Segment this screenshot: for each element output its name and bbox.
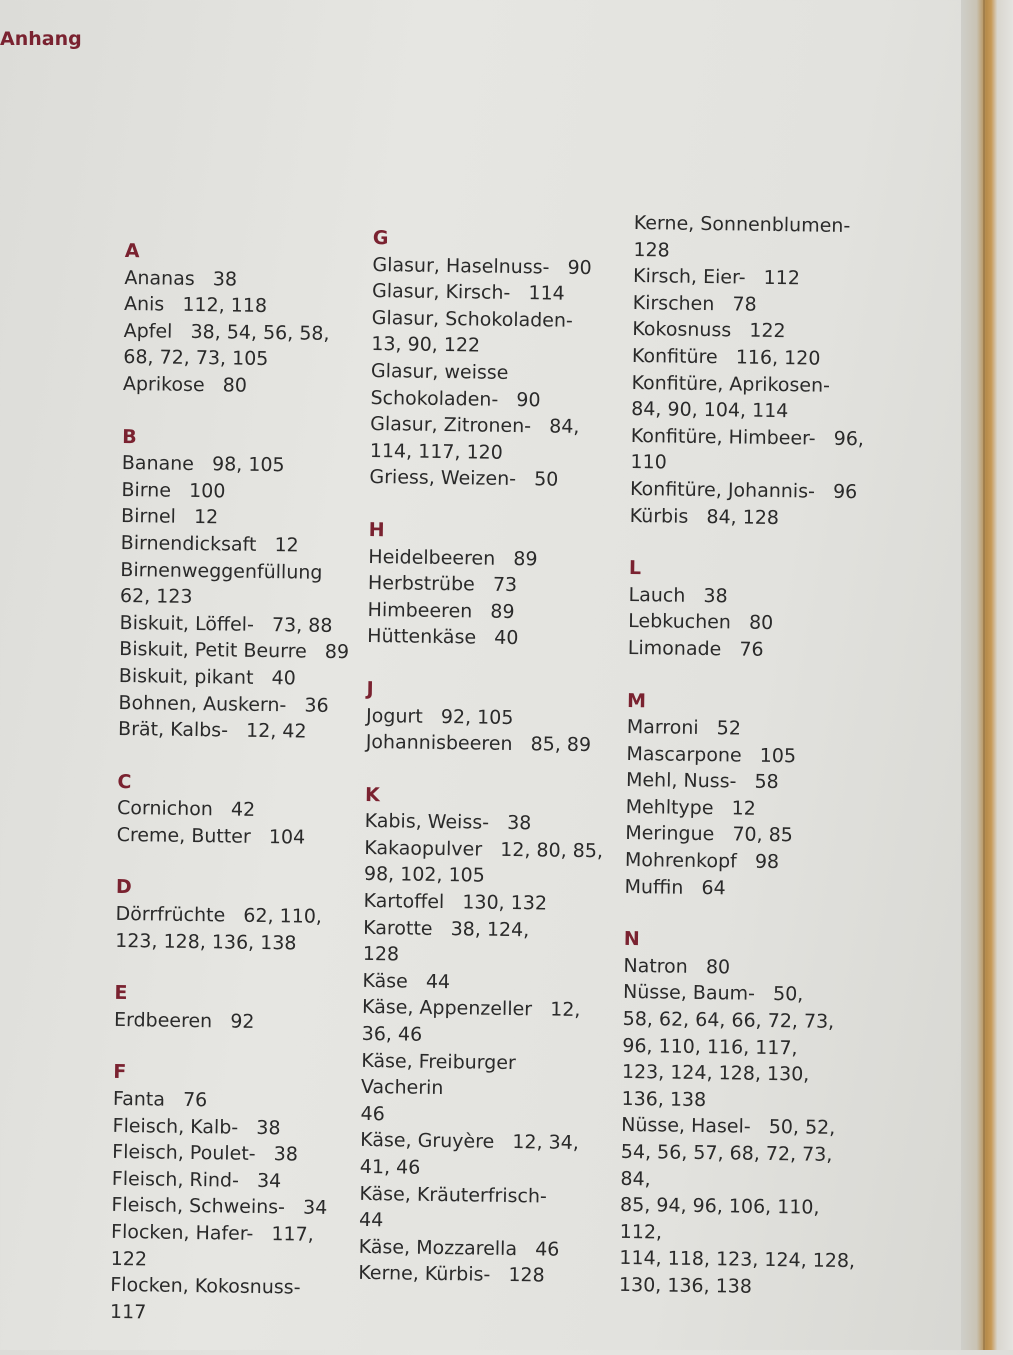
section-letter: F bbox=[113, 1061, 127, 1084]
index-entry: 110 bbox=[630, 451, 667, 474]
index-entry: Kabis, Weiss- 38 bbox=[364, 810, 532, 835]
index-entry: Birnendicksaft 12 bbox=[120, 531, 299, 557]
index-entry: Meringue 70, 85 bbox=[625, 822, 793, 847]
index-entry: Aprikose 80 bbox=[122, 372, 248, 397]
index-entry: Käse, Appenzeller 12, bbox=[361, 996, 581, 1022]
section-letter: H bbox=[368, 518, 385, 542]
index-entry: Glasur, Zitronen- 84, bbox=[370, 413, 580, 439]
index-entry: Anis 112, 118 bbox=[123, 293, 268, 318]
index-entry: 44 bbox=[358, 1209, 384, 1232]
index-entry: Mohrenkopf 98 bbox=[624, 849, 780, 874]
index-section bbox=[369, 225, 613, 494]
index-entry: Birnenweggenfüllung bbox=[120, 558, 323, 584]
index-entry: Kürbis 84, 128 bbox=[629, 504, 780, 529]
index-column-3 bbox=[618, 210, 874, 1328]
section-letter: L bbox=[628, 557, 642, 580]
index-entry: Fleisch, Rind- 34 bbox=[111, 1167, 282, 1193]
section-letter: J bbox=[366, 677, 374, 700]
index-entry: Schokoladen- 90 bbox=[370, 386, 541, 411]
index-entry: Himbeeren 89 bbox=[367, 598, 515, 623]
index-entry: 85, 94, 96, 106, 110, 112, bbox=[619, 1194, 826, 1244]
index-entry: Konfitüre, Aprikosen- bbox=[631, 371, 831, 397]
index-entry: 36, 46 bbox=[361, 1022, 423, 1046]
index-entry: Ananas 38 bbox=[124, 266, 238, 291]
index-entry: Hüttenkäse 40 bbox=[367, 625, 519, 650]
section-letter: B bbox=[122, 425, 137, 448]
index-entry: Fleisch, Schweins- 34 bbox=[111, 1194, 328, 1220]
index-entry: 136, 138 bbox=[621, 1087, 707, 1111]
index-entry: Lebkuchen 80 bbox=[628, 610, 774, 635]
index-entry: 123, 124, 128, 130, bbox=[621, 1061, 810, 1086]
index-section bbox=[630, 210, 874, 532]
index-section bbox=[114, 980, 355, 1037]
index-entry: Glasur, Schokoladen- bbox=[371, 306, 574, 332]
index-entry: Limonade 76 bbox=[627, 636, 764, 661]
index-entry: 98, 102, 105 bbox=[363, 863, 485, 888]
index-entry: 41, 46 bbox=[359, 1155, 421, 1179]
index-entry: Bohnen, Auskern- 36 bbox=[118, 691, 329, 717]
index-entry: Nüsse, Baum- 50, bbox=[622, 981, 804, 1006]
index-entry: Konfitüre, Himbeer- 96, bbox=[630, 424, 865, 450]
index-entry: Konfitüre 116, 120 bbox=[631, 344, 821, 370]
index-entry: 84, 90, 104, 114 bbox=[631, 398, 789, 423]
index-entry: Käse, Gruyère 12, 34, bbox=[360, 1129, 579, 1155]
index-entry: Dörrfrüchte 62, 110, bbox=[115, 902, 323, 928]
index-entry: Käse 44 bbox=[362, 969, 451, 993]
index-entry: Biskuit, Löffel- 73, 88 bbox=[119, 611, 333, 637]
index-entry: Käse, Kräuterfrisch- bbox=[359, 1182, 547, 1208]
index-entry: 123, 128, 136, 138 bbox=[115, 929, 297, 955]
index-entry: 68, 72, 73, 105 bbox=[123, 346, 269, 371]
index-entry: Käse, Mozzarella 46 bbox=[358, 1235, 560, 1261]
index-entry: Mascarpone 105 bbox=[626, 742, 797, 768]
page-header: Anhang bbox=[0, 28, 82, 50]
index-entry: Banane 98, 105 bbox=[121, 452, 285, 477]
index-section bbox=[123, 238, 365, 401]
section-letter: G bbox=[372, 226, 389, 250]
index-entry: Muffin 64 bbox=[624, 875, 726, 900]
index-section bbox=[366, 676, 607, 759]
index-entry: Marroni 52 bbox=[626, 716, 742, 740]
index-entry: Griess, Weizen- 50 bbox=[369, 466, 559, 491]
index-entry: Karotte 38, 124, bbox=[363, 916, 530, 941]
index-entry: Glasur, Haselnuss- 90 bbox=[372, 253, 592, 279]
section-letter: M bbox=[626, 689, 647, 712]
index-entry: Glasur, weisse bbox=[370, 359, 509, 384]
index-column-1 bbox=[109, 238, 365, 1355]
index-section bbox=[118, 424, 362, 746]
index-entry: 128 bbox=[633, 238, 670, 262]
index-entry: Kirschen 78 bbox=[632, 291, 757, 316]
index-section bbox=[358, 782, 605, 1291]
index-entry: Konfitüre, Johannis- 96 bbox=[629, 477, 858, 504]
index-entry: Fleisch, Kalb- 38 bbox=[112, 1114, 281, 1139]
index-entry: Kakaopulver 12, 80, 85, bbox=[364, 836, 604, 863]
index-entry: Mehltype 12 bbox=[625, 795, 756, 820]
index-entry: Lauch 38 bbox=[628, 583, 728, 608]
index-section bbox=[628, 555, 869, 665]
index-entry: Kerne, Sonnenblumen- bbox=[633, 211, 851, 238]
index-section bbox=[619, 926, 864, 1302]
index-section bbox=[624, 687, 867, 903]
section-letter: N bbox=[623, 928, 640, 951]
index-entry: Herbstrübe 73 bbox=[367, 572, 518, 597]
index-entry: Creme, Butter 104 bbox=[116, 823, 306, 849]
index-entry: Jogurt 92, 105 bbox=[365, 704, 514, 729]
index-section bbox=[115, 874, 356, 957]
section-letter: D bbox=[115, 876, 132, 899]
index-entry: Brät, Kalbs- 12, 42 bbox=[117, 718, 307, 743]
index-entry: 54, 56, 57, 68, 72, 73, 84, bbox=[620, 1140, 839, 1190]
index-entry: 96, 110, 116, 117, bbox=[622, 1034, 798, 1059]
index-entry: 58, 62, 64, 66, 72, 73, bbox=[622, 1007, 835, 1033]
index-entry: Käse, Freiburger Vacherin bbox=[360, 1049, 523, 1100]
index-entry: Mehl, Nuss- 58 bbox=[625, 769, 779, 794]
index-column-2 bbox=[358, 225, 613, 1316]
index-entry: Biskuit, pikant 40 bbox=[118, 664, 296, 690]
index-entry: Kerne, Kürbis- 128 bbox=[358, 1262, 545, 1287]
section-letter: E bbox=[114, 982, 128, 1005]
index-entry: Cornichon 42 bbox=[116, 797, 256, 822]
index-entry: Birnel 12 bbox=[120, 505, 219, 529]
index-entry: Fleisch, Poulet- 38 bbox=[112, 1141, 299, 1166]
index-entry: Apfel 38, 54, 56, 58, bbox=[123, 319, 330, 345]
index-entry: 62, 123 bbox=[119, 585, 193, 609]
index-entry: 130, 136, 138 bbox=[618, 1273, 753, 1298]
section-letter: C bbox=[117, 770, 132, 793]
index-section bbox=[116, 769, 357, 852]
index-entry: Flocken, Kokosnuss- 117 bbox=[109, 1274, 319, 1324]
index-entry: Nüsse, Hasel- 50, 52, bbox=[621, 1114, 836, 1140]
index-entry: Kokosnuss 122 bbox=[632, 318, 786, 343]
index-entry: Fanta 76 bbox=[112, 1087, 208, 1112]
index-entry: 13, 90, 122 bbox=[371, 333, 481, 357]
index-entry: 114, 118, 123, 124, 128, bbox=[619, 1247, 856, 1273]
index-entry: Glasur, Kirsch- 114 bbox=[371, 280, 565, 305]
index-entry: Flocken, Hafer- 117, 122 bbox=[110, 1220, 320, 1270]
index-entry: Biskuit, Petit Beurre 89 bbox=[119, 638, 350, 664]
index-entry: Kartoffel 130, 132 bbox=[363, 889, 548, 915]
index-entry: 114, 117, 120 bbox=[369, 439, 503, 464]
index-entry: Natron 80 bbox=[623, 954, 731, 979]
index-entry: Kirsch, Eier- 112 bbox=[632, 265, 801, 290]
section-letter: A bbox=[124, 239, 140, 263]
index-entry: Johannisbeeren 85, 89 bbox=[365, 731, 592, 757]
section-letter: K bbox=[364, 783, 380, 806]
index-entry: 128 bbox=[362, 943, 400, 966]
page-edge bbox=[961, 0, 1013, 1350]
index-entry: Birne 100 bbox=[121, 478, 226, 503]
index-entry: 46 bbox=[360, 1102, 385, 1126]
index-section bbox=[367, 517, 609, 653]
index-section bbox=[110, 1059, 354, 1328]
index-entry: Erdbeeren 92 bbox=[113, 1008, 255, 1033]
index-entry: Heidelbeeren 89 bbox=[368, 545, 538, 570]
